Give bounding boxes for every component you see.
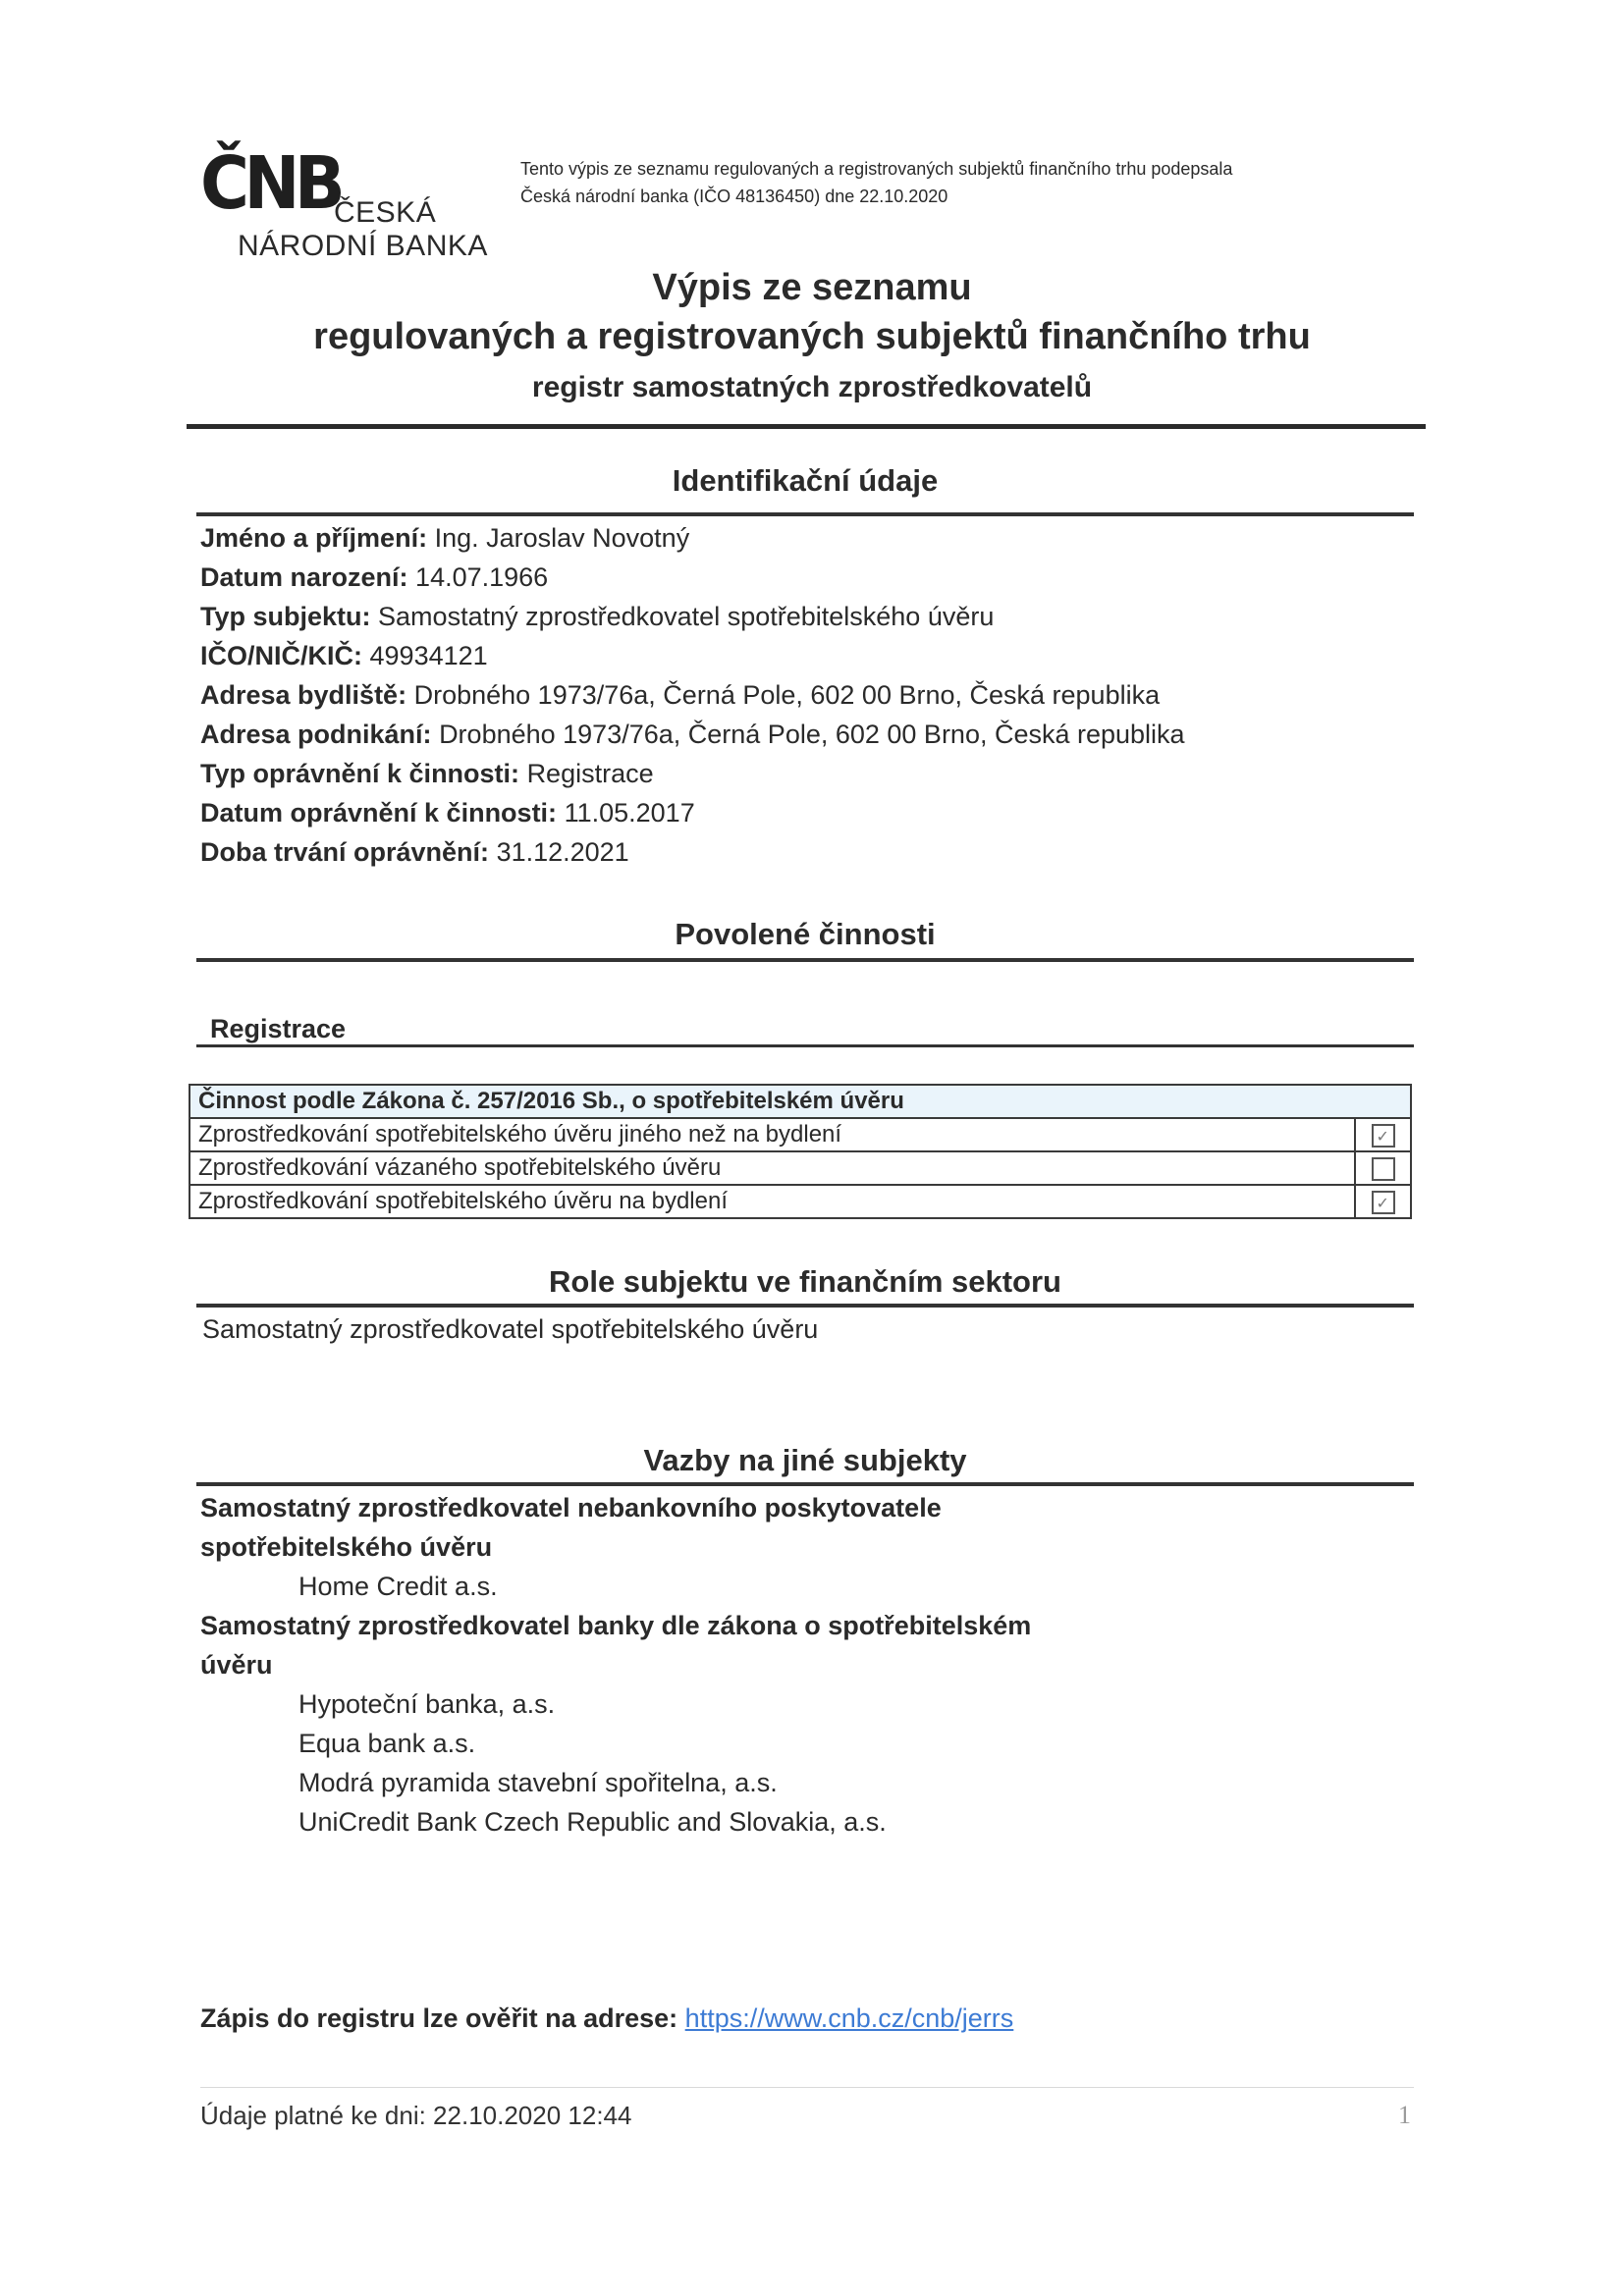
subsection-heading-registration: Registrace xyxy=(210,1014,347,1043)
role-value: Samostatný zprostředkovatel spotřebitelského úvěru xyxy=(202,1314,819,1344)
relation-group-title-cont: úvěru xyxy=(200,1650,273,1680)
table-header-cell: Činnost podle Zákona č. 257/2016 Sb., o spotřebitelském úvěru xyxy=(189,1085,1411,1118)
relation-entity: Home Credit a.s. xyxy=(298,1572,498,1601)
field-birth-date xyxy=(200,558,548,597)
activity-label: Zprostředkování spotřebitelského úvěru na bydlení xyxy=(189,1185,1355,1218)
checkbox-unchecked[interactable] xyxy=(1372,1157,1395,1181)
footer-valid-as-of: Údaje platné ke dni: 22.10.2020 12:44 xyxy=(200,2101,632,2130)
document-title-line1: Výpis ze seznamu xyxy=(652,267,972,308)
field-residence-address xyxy=(200,675,1160,715)
relation-group-title: Samostatný zprostředkovatel banky dle zákona o spotřebitelském xyxy=(200,1611,1032,1640)
field-subject-type xyxy=(200,597,994,636)
title-divider xyxy=(187,424,1426,429)
verify-link[interactable]: https://www.cnb.cz/cnb/jerrs xyxy=(684,2003,1014,2033)
section-heading-relations: Vazby na jiné subjekty xyxy=(643,1443,967,1477)
activity-label: Zprostředkování vázaného spotřebitelského úvěru xyxy=(189,1151,1355,1185)
activity-checkbox-cell xyxy=(1355,1118,1411,1151)
footer-divider xyxy=(200,2087,1414,2088)
checkmark-icon: ✓ xyxy=(1376,1193,1389,1212)
section-divider xyxy=(196,1304,1414,1308)
field-value: Samostatný zprostředkovatel spotřebitelského úvěru xyxy=(378,602,995,631)
relation-entity: Equa bank a.s. xyxy=(298,1729,476,1758)
field-label: Datum narození: xyxy=(200,562,408,592)
document-title-line2: regulovaných a registrovaných subjektů finančního trhu xyxy=(313,316,1311,357)
page-number: 1 xyxy=(1398,2101,1411,2129)
field-value: 31.12.2021 xyxy=(496,837,629,867)
table-row xyxy=(189,1118,1411,1151)
document-subtitle: registr samostatných zprostředkovatelů xyxy=(531,371,1093,403)
signature-note-line2: Česká národní banka (IČO 48136450) dne 22.10.2020 xyxy=(520,187,948,206)
verify-line xyxy=(200,1999,1013,2038)
field-business-address xyxy=(200,715,1185,754)
cnb-logo-mark: ČNB xyxy=(200,141,341,226)
field-label: Jméno a příjmení: xyxy=(200,523,428,553)
subsection-divider xyxy=(196,1044,1414,1047)
field-label: Adresa bydliště: xyxy=(200,680,407,710)
field-value: 11.05.2017 xyxy=(564,798,695,828)
section-heading-identification: Identifikační údaje xyxy=(672,463,939,498)
table-header-row xyxy=(189,1085,1411,1118)
field-value: Ing. Jaroslav Novotný xyxy=(434,523,690,553)
field-authorization-type xyxy=(200,754,654,793)
cnb-logo-text-line2: NÁRODNÍ BANKA xyxy=(238,230,488,262)
table-row xyxy=(189,1151,1411,1185)
field-label: Adresa podnikání: xyxy=(200,720,432,749)
field-name xyxy=(200,518,689,558)
section-divider xyxy=(196,958,1414,962)
activity-checkbox-cell xyxy=(1355,1151,1411,1185)
activity-label: Zprostředkování spotřebitelského úvěru jiného než na bydlení xyxy=(189,1118,1355,1151)
relation-entity: Modrá pyramida stavební spořitelna, a.s. xyxy=(298,1768,778,1797)
checkmark-icon: ✓ xyxy=(1376,1126,1389,1146)
field-ico xyxy=(200,636,488,675)
field-value: 14.07.1966 xyxy=(415,562,549,592)
signature-note-line1: Tento výpis ze seznamu regulovaných a registrovaných subjektů finančního trhu podepsala xyxy=(520,159,1233,179)
section-heading-role: Role subjektu ve finančním sektoru xyxy=(549,1264,1061,1299)
field-authorization-duration xyxy=(200,832,629,872)
field-value: Registrace xyxy=(526,759,654,788)
table-row xyxy=(189,1185,1411,1218)
field-authorization-date xyxy=(200,793,695,832)
verify-label: Zápis do registru lze ověřit na adrese: xyxy=(200,2003,678,2033)
relation-entity: UniCredit Bank Czech Republic and Slovakia, a.s. xyxy=(298,1807,887,1837)
section-divider xyxy=(196,512,1414,516)
signature-note xyxy=(520,155,1232,210)
field-label: Datum oprávnění k činnosti: xyxy=(200,798,558,828)
field-label: Typ oprávnění k činnosti: xyxy=(200,759,520,788)
relation-group-title: Samostatný zprostředkovatel nebankovního poskytovatele xyxy=(200,1493,942,1522)
activity-checkbox-cell xyxy=(1355,1185,1411,1218)
checkbox-checked[interactable] xyxy=(1372,1124,1395,1148)
cnb-logo-text-line1: ČESKÁ xyxy=(334,196,437,229)
activities-table xyxy=(189,1084,1412,1219)
field-label: Typ subjektu: xyxy=(200,602,371,631)
field-label: IČO/NIČ/KIČ: xyxy=(200,641,362,670)
section-divider xyxy=(196,1482,1414,1486)
field-value: 49934121 xyxy=(369,641,488,670)
field-value: Drobného 1973/76a, Černá Pole, 602 00 Brno, Česká republika xyxy=(413,680,1161,710)
relation-group-title-cont: spotřebitelského úvěru xyxy=(200,1532,493,1562)
field-value: Drobného 1973/76a, Černá Pole, 602 00 Brno, Česká republika xyxy=(439,720,1185,749)
checkbox-checked[interactable] xyxy=(1372,1191,1395,1214)
relation-entity: Hypoteční banka, a.s. xyxy=(298,1689,556,1719)
section-heading-permitted-activities: Povolené činnosti xyxy=(675,917,936,951)
field-label: Doba trvání oprávnění: xyxy=(200,837,490,867)
